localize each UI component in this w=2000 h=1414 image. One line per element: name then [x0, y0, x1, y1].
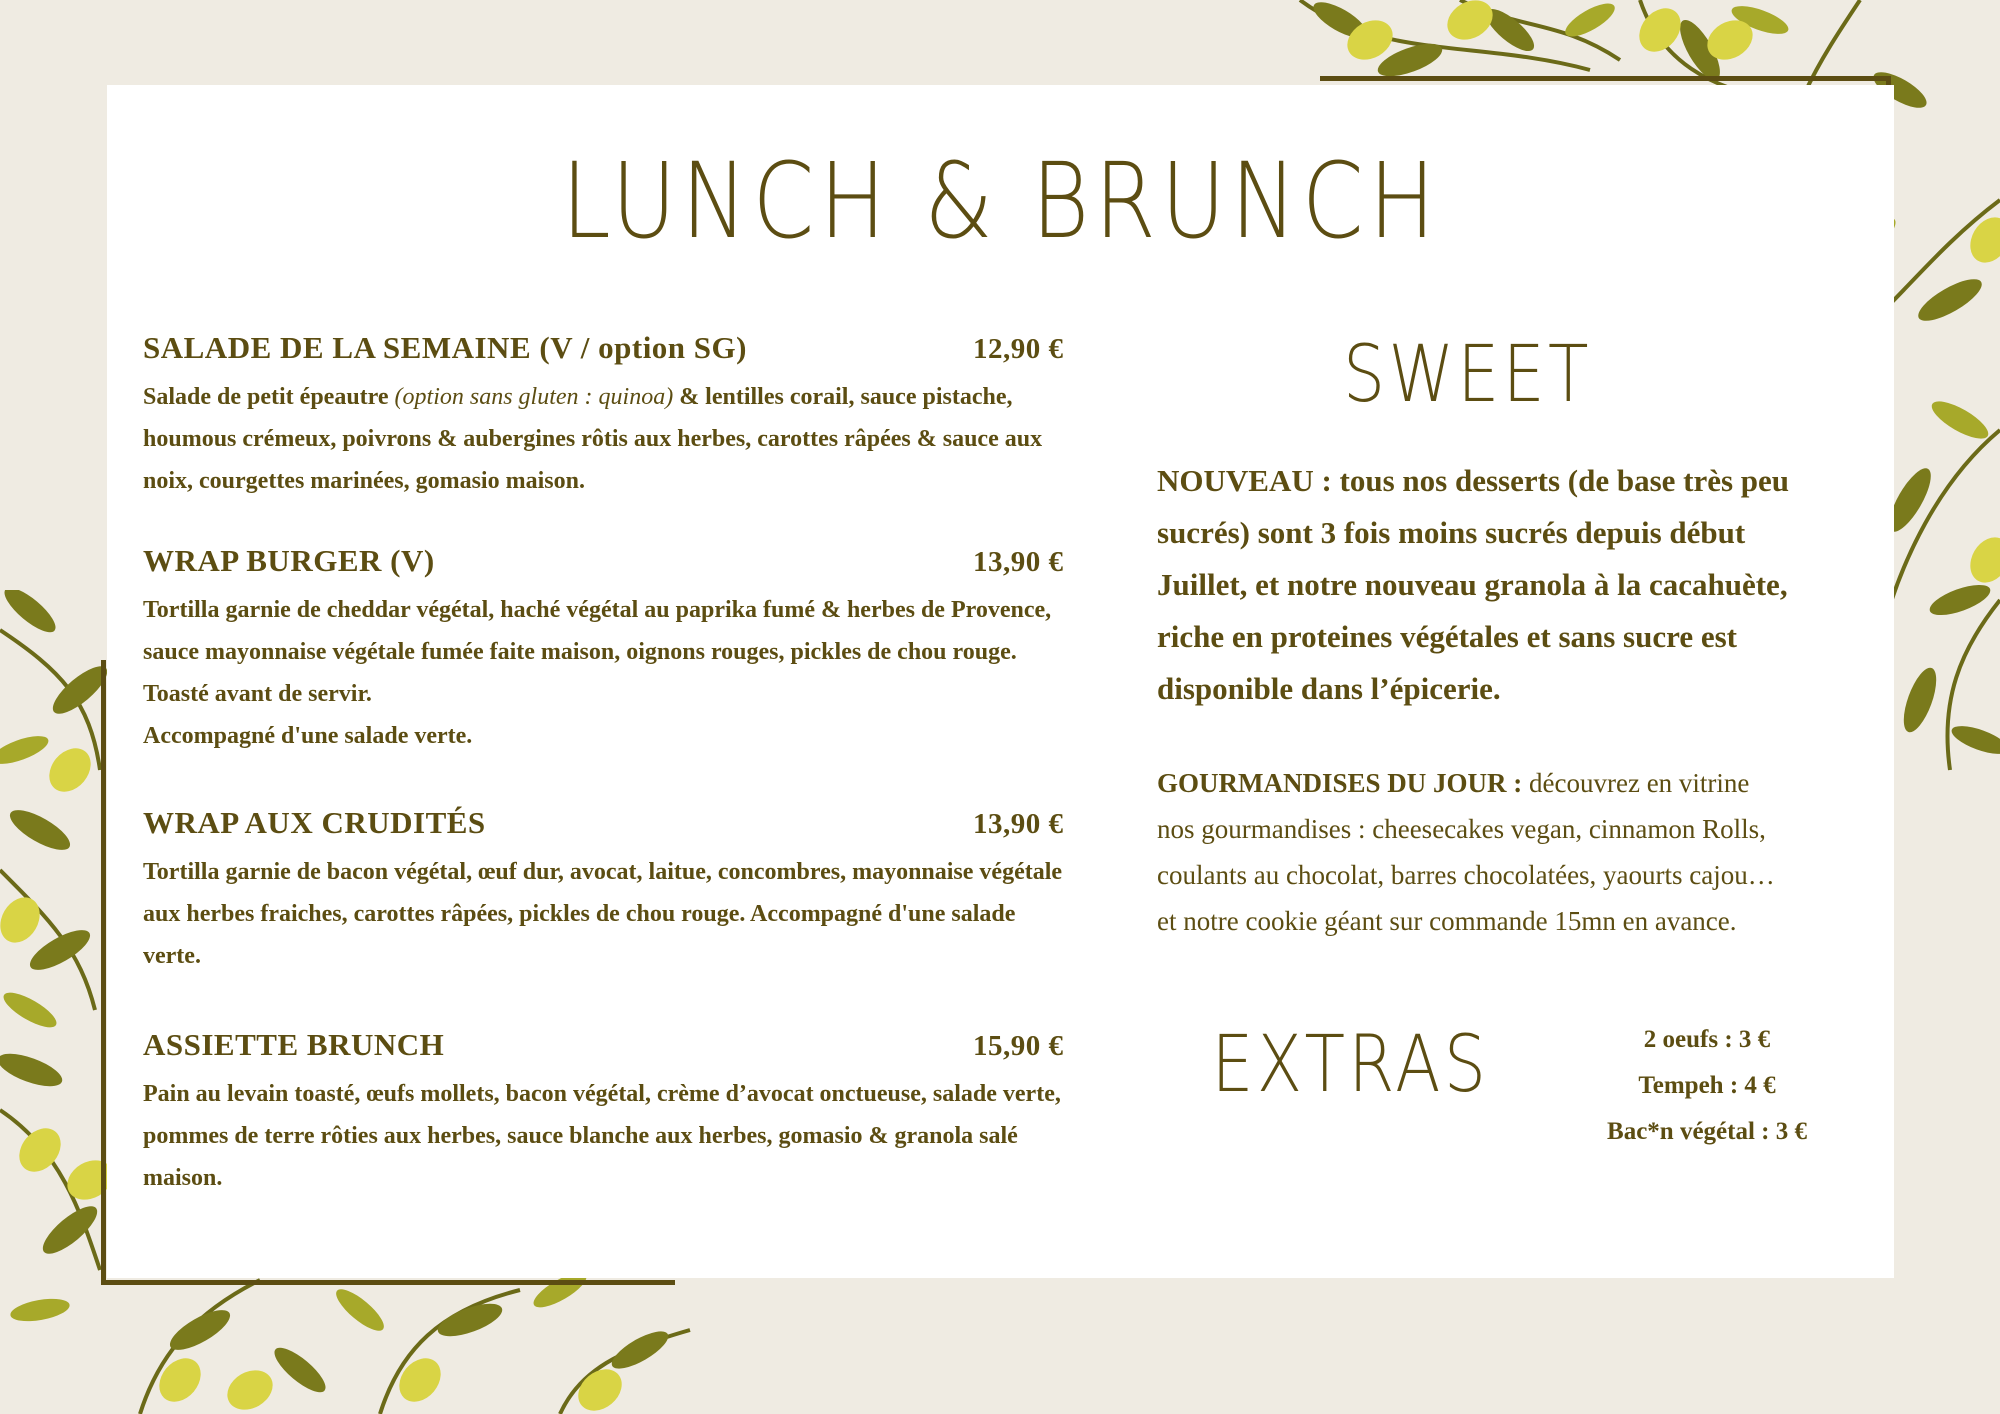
item-price: 13,90 € [973, 546, 1064, 578]
extras-list [1532, 1017, 1882, 1155]
item-price: 13,90 € [973, 808, 1064, 840]
sweet-nouveau-notice: NOUVEAU : tous nos desserts (de base très peu sucrés) sont 3 fois moins sucrés depuis début Juillet, et notre nouveau granola à la cacahuète, riche en proteines végétales et sans sucre est disponible dans l’épicerie. [1157, 463, 1790, 706]
item-name: WRAP AUX CRUDITÉS [143, 805, 486, 840]
menu-item-assiette-brunch [143, 1027, 1083, 1199]
sweet-gourmandises: GOURMANDISES DU JOUR : découvrez en vitrine nos gourmandises : cheesecakes vegan, cinnamon Rolls, coulants au chocolat, barres chocolatées, yaourts cajou… et notre cookie géant sur commande 15mn en avance. [1157, 768, 1775, 936]
item-name: WRAP BURGER (V) [143, 543, 435, 578]
menu-item-wrap-burger [143, 543, 1083, 757]
item-name: SALADE DE LA SEMAINE (V / option SG) [143, 330, 747, 365]
item-price: 12,90 € [973, 333, 1064, 365]
menu-item-wrap-crudites [143, 805, 1083, 977]
sweet-heading: SWEET [1342, 330, 1592, 420]
extras-heading: EXTRAS [1211, 1020, 1490, 1110]
item-name: ASSIETTE BRUNCH [143, 1027, 445, 1062]
item-description: Salade de petit épeautre (option sans gluten : quinoa) & lentilles corail, sauce pistache, houmous crémeux, poivrons & aubergines rôtis aux herbes, carottes râpées & sauce aux noix, courgettes marinées, gomasio maison. [143, 384, 1043, 494]
menu-item-salade [143, 330, 1083, 502]
extras-line: Tempeh : 4 € [1638, 1072, 1776, 1099]
menu-title: LUNCH & BRUNCH [561, 140, 1440, 262]
item-description: Tortilla garnie de bacon végétal, œuf dur, avocat, laitue, concombres, mayonnaise végétale aux herbes fraiches, carottes râpées, pickles de chou rouge. Accompagné d'une salade verte. [143, 859, 1063, 969]
item-description: Tortilla garnie de cheddar végétal, haché végétal au paprika fumé & herbes de Provence, sauce mayonnaise végétale fumée faite maison, oignons rouges, pickles de chou rouge. Toasté avant de servir. Accompagné d'une salade verte. [143, 597, 1052, 749]
item-description: Pain au levain toasté, œufs mollets, bacon végétal, crème d’avocat onctueuse, salade verte, pommes de terre rôties aux herbes, sauce blanche aux herbes, gomasio & granola salé maison. [143, 1081, 1061, 1191]
item-price: 15,90 € [973, 1030, 1064, 1062]
extras-line: Bac*n végétal : 3 € [1607, 1118, 1807, 1145]
menu-card [107, 85, 1894, 1278]
extras-line: 2 oeufs : 3 € [1643, 1026, 1771, 1053]
